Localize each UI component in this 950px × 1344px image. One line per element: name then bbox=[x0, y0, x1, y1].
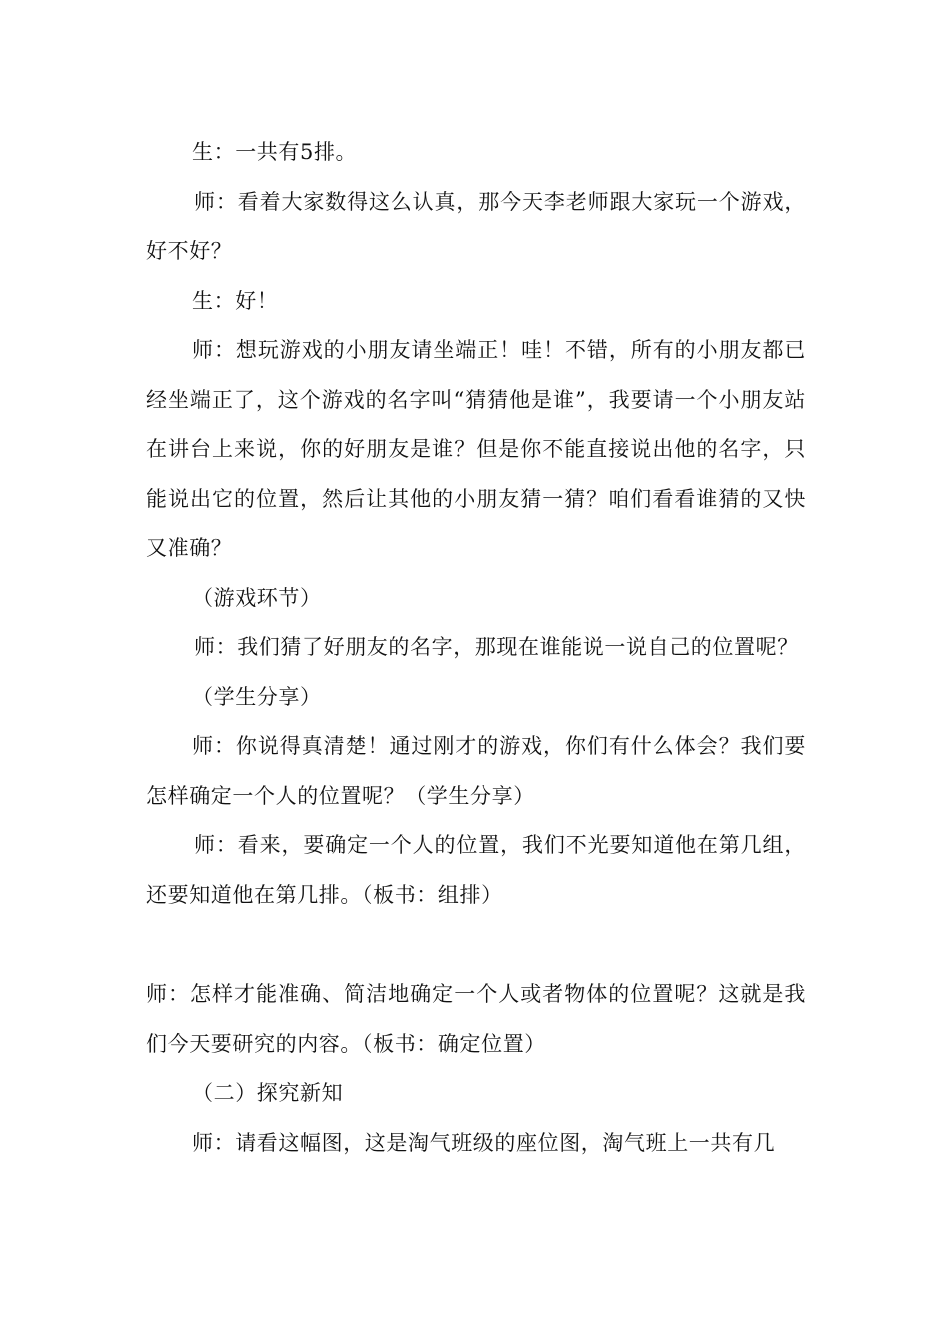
paragraph: 师：看来，要确定一个人的位置，我们不光要知道他在第几组，还要知道他在第几排。（板书：组排） bbox=[146, 833, 806, 907]
paragraph: 师：看着大家数得这么认真，那今天李老师跟大家玩一个游戏，好不好？ bbox=[146, 189, 806, 263]
document-body bbox=[146, 128, 806, 1168]
paragraph: 师：怎样才能准确、简洁地确定一个人或者物体的位置呢？这就是我们今天要研究的内容。（板书：确定位置） bbox=[146, 982, 806, 1056]
paragraph: 师：你说得真清楚！通过刚才的游戏，你们有什么体会？我们要怎样确定一个人的位置呢？（学生分享） bbox=[146, 734, 806, 808]
paragraph: 师：想玩游戏的小朋友请坐端正！哇！不错，所有的小朋友都已经坐端正了，这个游戏的名字叫“猜猜他是谁”，我要请一个小朋友站在讲台上来说，你的好朋友是谁？但是你不能直接说出他的名字，只能说出它的位置，然后让其他的小朋友猜一猜？咱们看看谁猜的又快又准确？ bbox=[146, 338, 806, 560]
paragraph: 生：一共有5排。 bbox=[192, 140, 358, 164]
paragraph-gap bbox=[146, 920, 806, 970]
paragraph: 师：我们猜了好朋友的名字，那现在谁能说一说自己的位置呢？ bbox=[194, 635, 799, 659]
paragraph: 生：好！ bbox=[192, 288, 279, 313]
paragraph: 师：请看这幅图，这是淘气班级的座位图，淘气班上一共有几 bbox=[192, 1130, 776, 1155]
paragraph: （游戏环节） bbox=[192, 585, 322, 610]
paragraph: （学生分享） bbox=[192, 684, 322, 709]
section-heading: （二）探究新知 bbox=[192, 1081, 344, 1105]
